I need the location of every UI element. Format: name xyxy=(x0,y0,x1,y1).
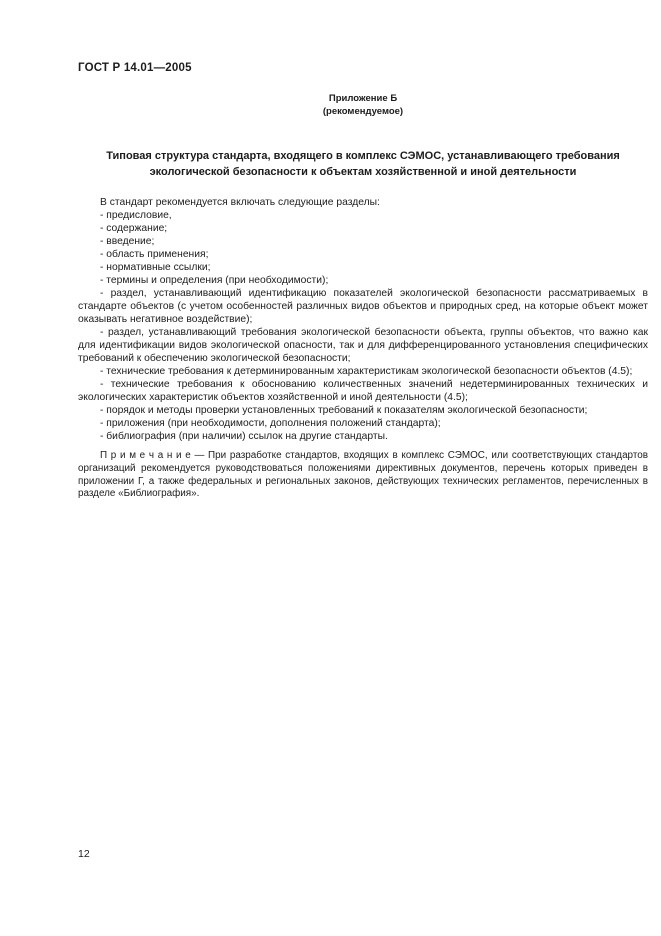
page-number: 12 xyxy=(78,848,90,860)
appendix-sublabel: (рекомендуемое) xyxy=(322,106,404,117)
list-item-deterministic-requirements: - технические требования к детерминированным характеристикам экологической безопасности объектов (4.5); xyxy=(100,366,633,377)
body-text xyxy=(78,196,648,501)
list-item-verification-methods: - порядок и методы проверки установленных требований к показателям экологической безопасности; xyxy=(100,405,588,416)
appendix-label: Приложение Б xyxy=(328,93,398,104)
list-item-terms: - термины и определения (при необходимости); xyxy=(100,275,329,286)
list-item-scope: - область применения; xyxy=(100,249,209,260)
list-item-normative-refs: - нормативные ссылки; xyxy=(100,262,211,273)
appendix-heading xyxy=(78,92,648,118)
list-item-nondeterministic-requirements: - технические требования к обоснованию количественных значений недетерминированных технических и экологических характеристик объектов хозяйственной и иной деятельности (4.5); xyxy=(78,379,648,403)
section-title: Типовая структура стандарта, входящего в комплекс СЭМОС, устанавливающего требования экологической безопасности к объектам хозяйственной и иной деятельности xyxy=(106,150,620,178)
intro-paragraph: В стандарт рекомендуется включать следующие разделы: xyxy=(100,197,380,208)
list-item-contents: - содержание; xyxy=(100,223,168,234)
note-paragraph: П р и м е ч а н и е — При разработке стандартов, входящих в комплекс СЭМОС, или соответствующих стандартов организаций рекомендуется руководствоваться положениями директивных документов, перечень которых приведен в приложении Г, а также федеральных и региональных законов, действующих технических регламентов, перечисленных в разделе «Библиография». xyxy=(78,450,648,500)
standard-number: ГОСТ Р 14.01—2005 xyxy=(78,62,192,74)
page-content xyxy=(78,62,648,501)
list-item-foreword: - предисловие, xyxy=(100,210,172,221)
list-item-bibliography: - библиография (при наличии) ссылок на другие стандарты. xyxy=(100,431,388,442)
list-item-annexes: - приложения (при необходимости, дополнения положений стандарта); xyxy=(100,418,441,429)
list-item-identification-section: - раздел, устанавливающий идентификацию показателей экологической безопасности рассматриваемых в стандарте объектов (с учетом особенностей различных видов объектов и природных сред, на которые объект может оказывать негативное воздействие); xyxy=(78,288,648,325)
list-item-introduction: - введение; xyxy=(100,236,155,247)
list-item-requirements-section: - раздел, устанавливающий требования экологической безопасности объекта, группы объектов, что важно как для идентификации видов экологической опасности, так и для дифференцированного установления специфических требований к обеспечению экологической безопасности; xyxy=(78,327,648,364)
